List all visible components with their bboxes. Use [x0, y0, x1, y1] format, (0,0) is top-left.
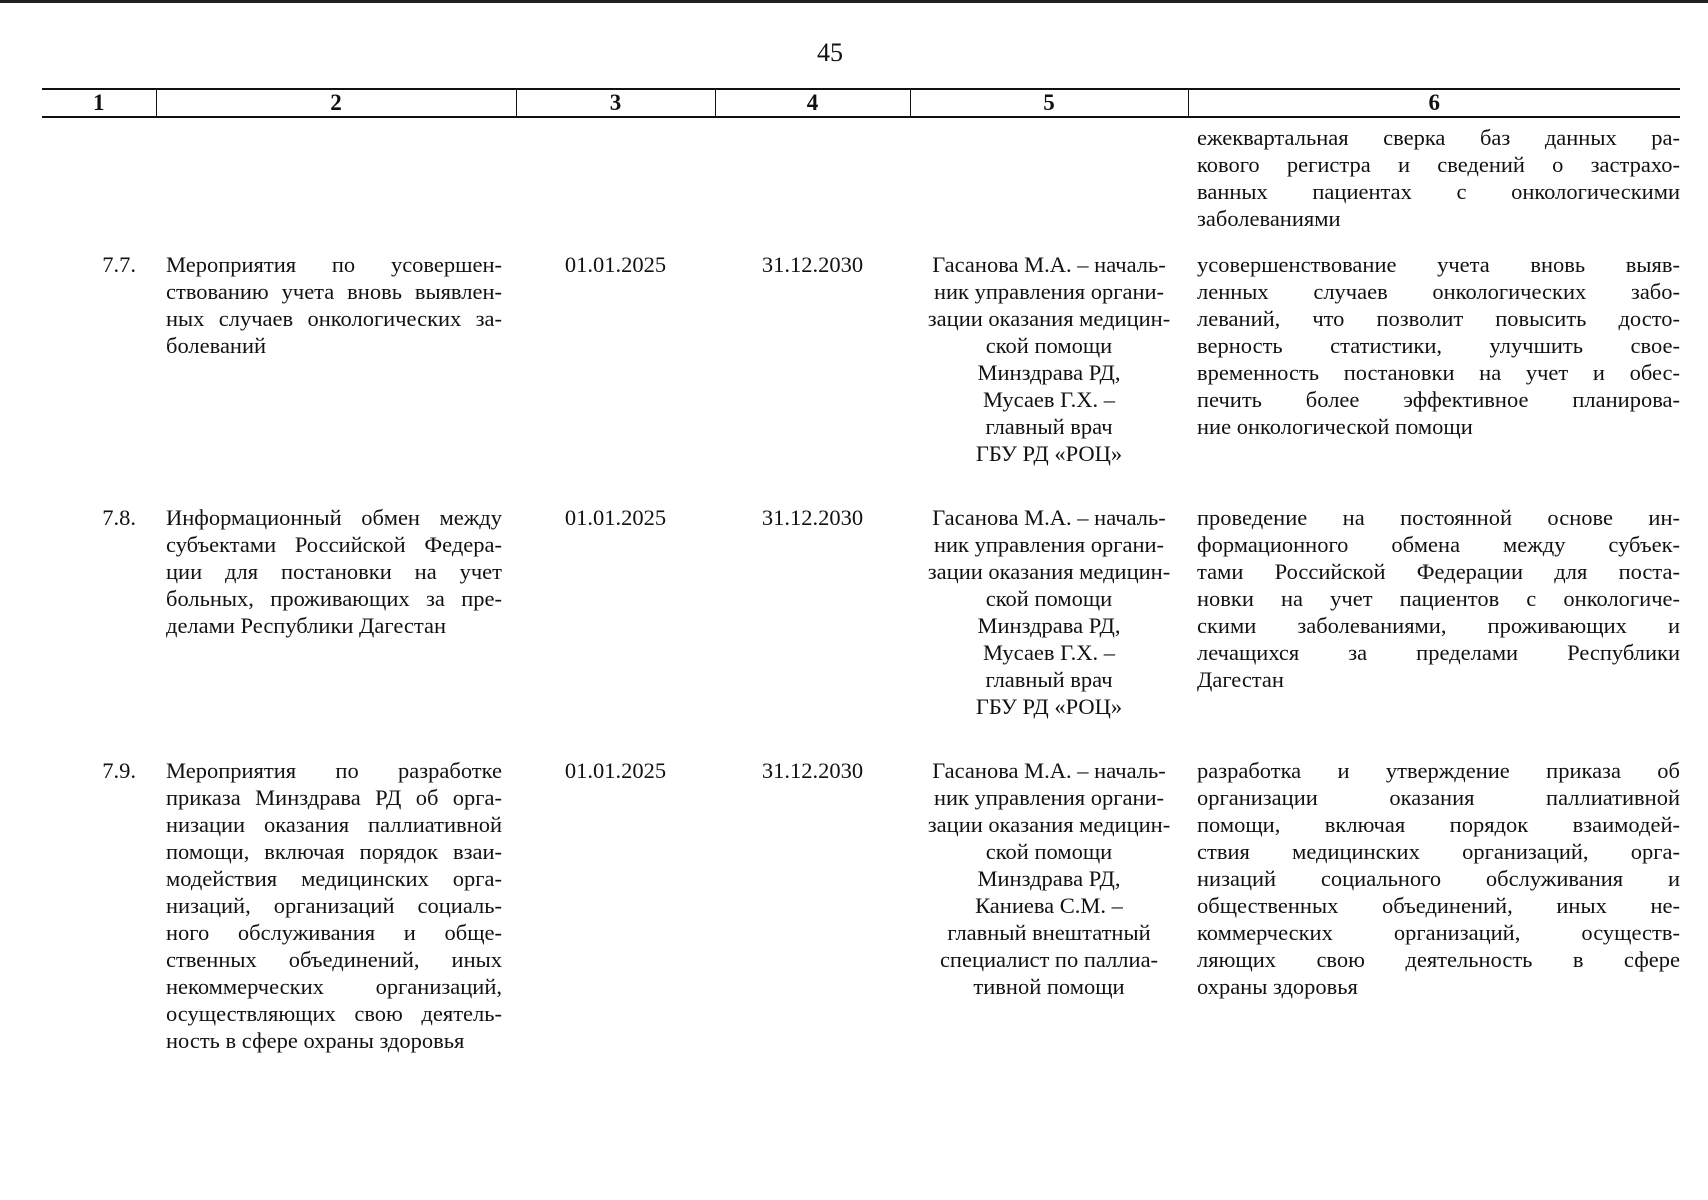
item-number: 7.8. [102, 505, 136, 530]
result-cell: ежеквартальная сверка баз данных ра- кового регистра и сведений о застрахо- ванных пациентах с онкологическими заболеваниями [1197, 125, 1680, 231]
start-date: 01.01.2025 [564, 252, 667, 277]
table-row-continuation [42, 117, 1680, 248]
column-header-1: 1 [42, 89, 156, 117]
end-date: 31.12.2030 [761, 505, 864, 530]
result-cell: проведение на постоянной основе ин- формационного обмена между субъек- тами Российской Федерации для поста- новки на учет пациентов с онкологиче- скими заболеваниями, проживающих и лечащихся за пределами Республики Дагестан [1197, 505, 1680, 692]
responsible-cell: Гасанова М.А. – началь- ник управления органи- зации оказания медицин- ской помощи Минздрава РД, Каниева С.М. – главный внештатный специалист по паллиа- тивной помощи [927, 758, 1171, 999]
measure-name-cell: Мероприятия по разработке приказа Минздрава РД об орга- низации оказания паллиативной помощи, включая порядок взаи- модействия медицинских орга- низаций, организаций социаль- ного обслуживания и обще- ственных объединений, иных некоммерческих организаций, осуществляющих свою деятель- ность в сфере охраны здоровья [166, 758, 502, 1053]
column-header-4: 4 [715, 89, 910, 117]
start-date: 01.01.2025 [564, 758, 667, 783]
measure-name-cell: Мероприятия по усовершен- ствованию учета вновь выявлен- ных случаев онкологических за- болеваний [166, 252, 502, 358]
item-number: 7.9. [102, 758, 136, 783]
page-top-edge [0, 0, 1708, 3]
table-row [42, 754, 1680, 1054]
column-header-5: 5 [910, 89, 1188, 117]
start-date: 01.01.2025 [564, 505, 667, 530]
table-row [42, 501, 1680, 754]
column-header-2: 2 [156, 89, 516, 117]
column-header-3: 3 [516, 89, 715, 117]
responsible-cell: Гасанова М.А. – началь- ник управления органи- зации оказания медицин- ской помощи Минздрава РД, Мусаев Г.Х. – главный врач ГБУ РД «РОЦ» [927, 505, 1171, 719]
result-cell: усовершенствование учета вновь выяв- ленных случаев онкологических забо- леваний, что позволит повысить досто- верность статистики, улучшить свое- временность постановки на учет и обес- печить более эффективное планирова- ние онкологической помощи [1197, 252, 1680, 439]
end-date: 31.12.2030 [761, 758, 864, 783]
end-date: 31.12.2030 [761, 252, 864, 277]
table-header-row [42, 89, 1680, 117]
measure-name-cell: Информационный обмен между субъектами Российской Федера- ции для постановки на учет больных, проживающих за пре- делами Республики Дагестан [166, 505, 502, 638]
responsible-cell: Гасанова М.А. – началь- ник управления органи- зации оказания медицин- ской помощи Минздрава РД, Мусаев Г.Х. – главный врач ГБУ РД «РОЦ» [927, 252, 1171, 466]
table-row [42, 248, 1680, 501]
page-number: 45 [817, 38, 843, 67]
column-header-6: 6 [1188, 89, 1680, 117]
item-number: 7.7. [102, 252, 136, 277]
measures-table [42, 88, 1680, 1054]
result-cell: разработка и утверждение приказа об организации оказания паллиативной помощи, включая порядок взаимодей- ствия медицинских организаций, орга- низаций социального обслуживания и общественных объединений, иных не- коммерческих организаций, осуществ- ляющих свою деятельность в сфере охраны здоровья [1197, 758, 1680, 999]
